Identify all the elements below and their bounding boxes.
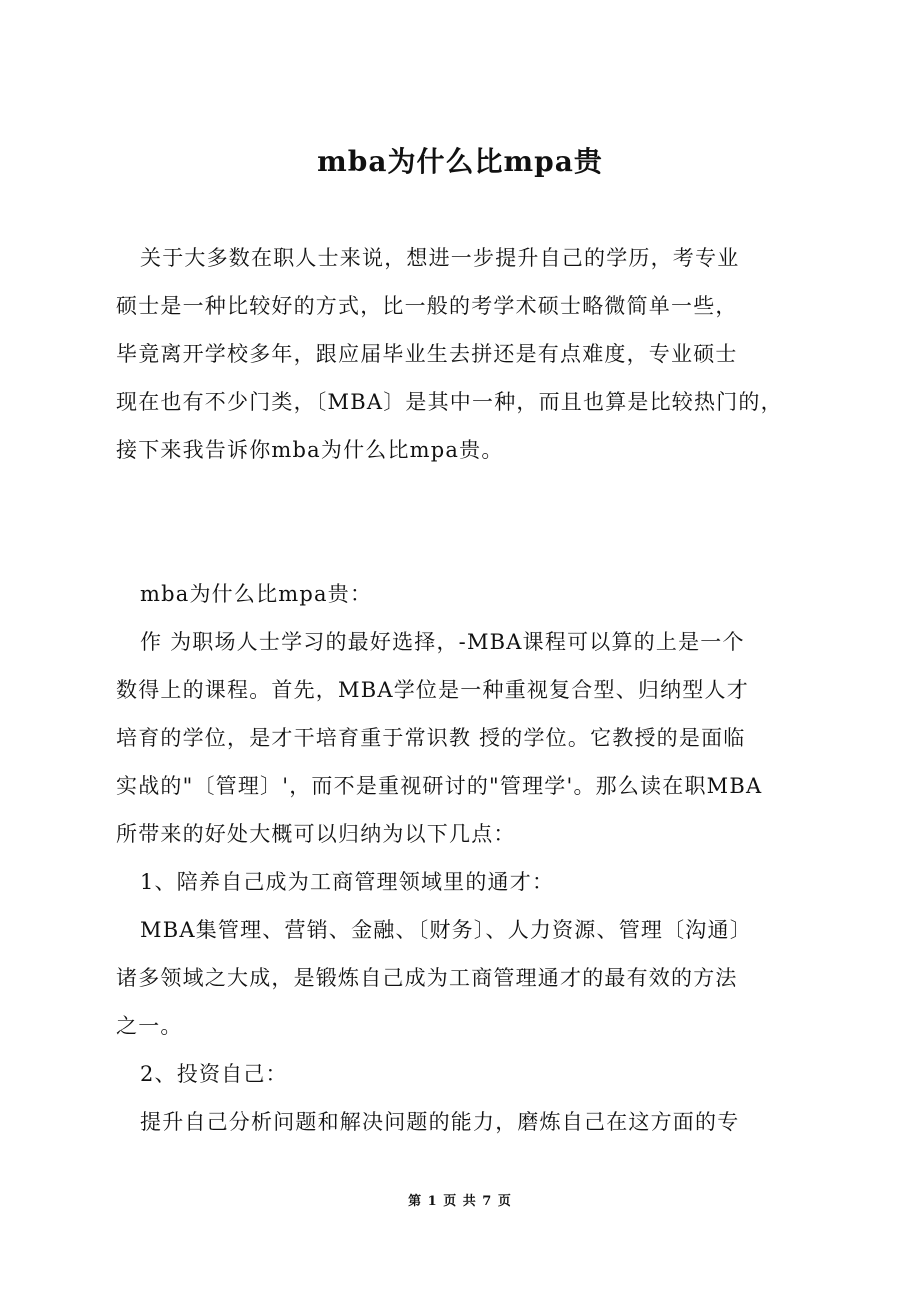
text-line: 诸多领域之大成，是锻炼自己成为工商管理通才的最有效的方法 bbox=[116, 966, 738, 990]
text-line: MBA集管理、营销、金融、〔财务〕、人力资源、管理〔沟通〕 bbox=[140, 918, 752, 942]
text-line: 接下来我告诉你mba为什么比mpa贵。 bbox=[116, 438, 504, 462]
text-line: 实战的"〔管理〕'，而不是重视研讨的"管理学'。那么读在职MBA bbox=[116, 774, 763, 798]
page-footer: 第 1 页 共 7 页 bbox=[408, 1194, 512, 1209]
list-item-heading: 2、投资自己： bbox=[140, 1062, 288, 1086]
text-line: 作 为职场人士学习的最好选择，-MBA课程可以算的上是一个 bbox=[140, 630, 745, 654]
text-line: 关于大多数在职人士来说，想进一步提升自己的学历，考专业 bbox=[140, 246, 740, 270]
text-line: 现在也有不少门类，〔MBA〕是其中一种，而且也算是比较热门的， bbox=[116, 390, 783, 414]
intro-paragraph bbox=[116, 234, 816, 474]
page-title: mba为什么比mpa贵 bbox=[317, 145, 603, 178]
text-line: 硕士是一种比较好的方式，比一般的考学术硕士略微简单一些， bbox=[116, 294, 738, 318]
text-line: 之一。 bbox=[116, 1014, 183, 1038]
list-item-heading: 1、陪养自己成为工商管理领域里的通才： bbox=[140, 870, 555, 894]
text-line: 所带来的好处大概可以归纳为以下几点： bbox=[116, 822, 516, 846]
text-line: 数得上的课程。首先，MBA学位是一种重视复合型、归纳型人才 bbox=[116, 678, 749, 702]
text-line: 提升自己分析问题和解决问题的能力，磨炼自己在这方面的专 bbox=[140, 1110, 740, 1134]
section-heading: mba为什么比mpa贵： bbox=[140, 582, 373, 606]
body-section bbox=[116, 570, 816, 1146]
text-line: 培育的学位，是才干培育重于常识教 授的学位。它教授的是面临 bbox=[116, 726, 746, 750]
text-line: 毕竟离开学校多年，跟应届毕业生去拼还是有点难度，专业硕士 bbox=[116, 342, 738, 366]
